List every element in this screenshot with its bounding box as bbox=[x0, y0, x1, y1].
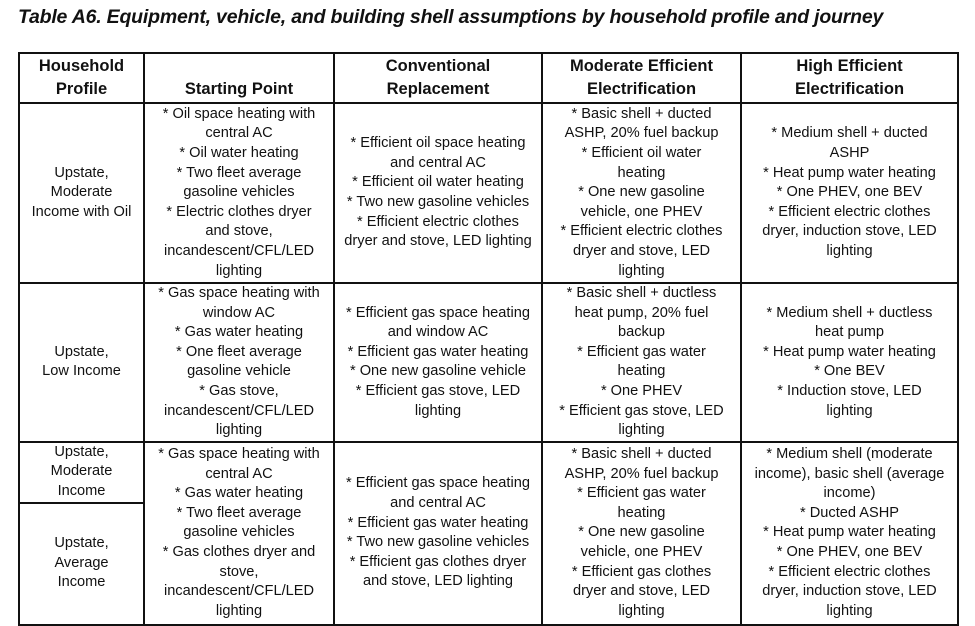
cell-line: income), basic shell (average bbox=[754, 465, 945, 482]
table-row bbox=[19, 442, 958, 503]
header-starting-point bbox=[144, 53, 334, 103]
cell-line: * One PHEV bbox=[600, 382, 683, 399]
cell-line: * Heat pump water heating bbox=[763, 164, 936, 181]
conventional-cell bbox=[334, 103, 542, 283]
table-row bbox=[19, 283, 958, 442]
cell-line: Income bbox=[57, 574, 106, 591]
cell-line: and central AC bbox=[390, 154, 486, 171]
moderate-cell bbox=[542, 283, 741, 442]
cell-line: Moderate bbox=[50, 463, 113, 480]
cell-line: heating bbox=[617, 164, 666, 181]
cell-line: lighting bbox=[826, 402, 873, 419]
cell-line: * Efficient gas clothes dryer bbox=[349, 553, 527, 570]
cell-line: lighting bbox=[215, 602, 263, 619]
header-high-efficient-electrification bbox=[741, 53, 958, 103]
profile-cell bbox=[19, 503, 144, 625]
cell-line: Household bbox=[38, 57, 125, 75]
conventional-cell bbox=[334, 442, 542, 625]
cell-line: Profile bbox=[55, 80, 108, 98]
cell-line: * Two fleet average bbox=[176, 164, 302, 181]
header-conventional-replacement bbox=[334, 53, 542, 103]
cell-line: lighting bbox=[618, 262, 665, 279]
cell-line: dryer, induction stove, LED bbox=[762, 223, 937, 240]
cell-line: incandescent/CFL/LED bbox=[163, 242, 315, 259]
profile-cell bbox=[19, 442, 144, 503]
cell-line: heating bbox=[617, 504, 666, 521]
cell-line: Low Income bbox=[42, 363, 121, 380]
cell-line: dryer, induction stove, LED bbox=[762, 583, 937, 600]
cell-line: * Efficient gas water bbox=[577, 485, 706, 502]
cell-line: * Gas space heating with bbox=[158, 445, 320, 462]
cell-line: * One fleet average bbox=[176, 343, 302, 360]
cell-line: vehicle, one PHEV bbox=[580, 203, 703, 220]
cell-line: * Efficient oil water heating bbox=[352, 174, 524, 191]
cell-line: * One new gasoline bbox=[578, 524, 705, 541]
cell-line: * Oil water heating bbox=[179, 145, 299, 162]
cell-line: Income bbox=[57, 482, 106, 499]
cell-line: backup bbox=[617, 324, 666, 341]
cell-line: * One PHEV, one BEV bbox=[776, 543, 923, 560]
cell-line: Average bbox=[54, 554, 109, 571]
cell-line: Upstate, bbox=[54, 164, 109, 181]
cell-line: lighting bbox=[414, 402, 462, 419]
cell-line: Starting Point bbox=[184, 80, 294, 98]
cell-line: Upstate, bbox=[54, 343, 109, 360]
cell-line: * Ducted ASHP bbox=[800, 504, 899, 521]
starting-point-cell bbox=[144, 103, 334, 283]
cell-line: * One new gasoline bbox=[578, 184, 705, 201]
cell-line: * Gas water heating bbox=[174, 324, 304, 341]
cell-line: lighting bbox=[215, 422, 263, 439]
conventional-cell bbox=[334, 283, 542, 442]
cell-line: Upstate, bbox=[54, 443, 109, 460]
cell-line: * Medium shell + ducted bbox=[771, 125, 928, 142]
header-row bbox=[19, 53, 958, 103]
cell-line: Replacement bbox=[386, 80, 490, 98]
cell-line: Conventional bbox=[385, 57, 491, 75]
cell-line: * Heat pump water heating bbox=[763, 524, 936, 541]
cell-line: incandescent/CFL/LED bbox=[163, 583, 315, 600]
cell-line: and central AC bbox=[390, 494, 486, 511]
cell-line: * Heat pump water heating bbox=[763, 343, 936, 360]
cell-line: Moderate bbox=[50, 184, 113, 201]
cell-line: * Two fleet average bbox=[176, 504, 302, 521]
cell-line: Upstate, bbox=[54, 535, 109, 552]
cell-line: * Basic shell + ducted bbox=[571, 445, 712, 462]
cell-line: * Efficient gas water heating bbox=[347, 343, 529, 360]
table-title: Table A6. Equipment, vehicle, and building shell assumptions by household profile and journey bbox=[18, 6, 884, 28]
moderate-cell bbox=[542, 442, 741, 625]
moderate-cell bbox=[542, 103, 741, 283]
high-cell bbox=[741, 283, 958, 442]
cell-line: and stove, LED lighting bbox=[362, 573, 514, 590]
cell-line: gasoline vehicles bbox=[183, 184, 295, 201]
cell-line: ASHP, 20% fuel backup bbox=[564, 125, 719, 142]
cell-line: Electrification bbox=[586, 80, 697, 98]
cell-line: * Medium shell + ductless bbox=[766, 304, 933, 321]
cell-line: heating bbox=[617, 363, 666, 380]
cell-line: * Gas stove, bbox=[199, 382, 279, 399]
cell-line: * Efficient gas stove, LED bbox=[559, 402, 724, 419]
cell-line: ASHP, 20% fuel backup bbox=[564, 465, 719, 482]
cell-line: lighting bbox=[826, 602, 873, 619]
cell-line: central AC bbox=[205, 465, 273, 482]
profile-cell bbox=[19, 283, 144, 442]
cell-line: gasoline vehicles bbox=[183, 524, 295, 541]
cell-line: * Induction stove, LED bbox=[777, 382, 922, 399]
cell-line: * Basic shell + ductless bbox=[566, 285, 717, 301]
cell-line: * Efficient gas clothes bbox=[571, 563, 712, 580]
cell-line: * One BEV bbox=[814, 363, 885, 380]
cell-line: * Basic shell + ducted bbox=[571, 105, 712, 122]
cell-line: * Efficient electric clothes bbox=[768, 563, 931, 580]
cell-line: dryer and stove, LED lighting bbox=[344, 233, 532, 250]
cell-line: income) bbox=[823, 485, 876, 502]
cell-line: * Efficient gas space heating bbox=[346, 475, 530, 492]
assumptions-table bbox=[18, 52, 959, 626]
cell-line: incandescent/CFL/LED bbox=[163, 402, 315, 419]
cell-line: dryer and stove, LED bbox=[572, 242, 711, 259]
high-cell bbox=[741, 442, 958, 625]
cell-line: lighting bbox=[215, 262, 263, 279]
cell-line: * Efficient electric clothes bbox=[768, 203, 931, 220]
cell-line: * Efficient electric clothes bbox=[357, 213, 519, 230]
cell-line: gasoline vehicle bbox=[187, 363, 291, 380]
high-cell bbox=[741, 103, 958, 283]
cell-line: Electrification bbox=[794, 80, 905, 98]
cell-line: and window AC bbox=[387, 324, 489, 341]
cell-line: ASHP bbox=[829, 145, 870, 162]
cell-line: * Gas clothes dryer and bbox=[162, 543, 316, 560]
cell-line: High Efficient bbox=[796, 57, 903, 75]
cell-line: Income with Oil bbox=[31, 203, 132, 220]
cell-line: heat pump bbox=[815, 324, 884, 341]
header-moderate-efficient-electrification bbox=[542, 53, 741, 103]
starting-point-cell bbox=[144, 442, 334, 625]
cell-line: * Gas space heating with bbox=[158, 285, 320, 301]
cell-line: and stove, bbox=[205, 223, 273, 240]
cell-line: window AC bbox=[202, 304, 276, 321]
cell-line: * Efficient gas space heating bbox=[346, 304, 530, 321]
cell-line: * Efficient gas stove, LED bbox=[355, 382, 521, 399]
cell-line: Moderate Efficient bbox=[569, 57, 714, 75]
cell-line: lighting bbox=[826, 242, 873, 259]
cell-line: central AC bbox=[205, 125, 273, 142]
cell-line: * Gas water heating bbox=[174, 485, 304, 502]
cell-line: * Efficient electric clothes bbox=[560, 223, 723, 240]
cell-line: dryer and stove, LED bbox=[572, 583, 711, 600]
cell-line: lighting bbox=[618, 422, 665, 439]
cell-line: heat pump, 20% fuel bbox=[574, 304, 709, 321]
cell-line: * Two new gasoline vehicles bbox=[346, 194, 530, 210]
cell-line: * Efficient gas water heating bbox=[347, 514, 529, 531]
cell-line: * Oil space heating with bbox=[162, 105, 316, 122]
profile-cell bbox=[19, 103, 144, 283]
cell-line: lighting bbox=[618, 602, 665, 619]
cell-line: * Efficient oil water bbox=[581, 145, 702, 162]
cell-line: * Efficient gas water bbox=[577, 343, 706, 360]
starting-point-cell bbox=[144, 283, 334, 442]
cell-line: * Two new gasoline vehicles bbox=[346, 534, 530, 551]
cell-line: * Electric clothes dryer bbox=[166, 203, 312, 220]
cell-line: vehicle, one PHEV bbox=[580, 543, 703, 560]
cell-line: * One PHEV, one BEV bbox=[776, 184, 923, 201]
table-row bbox=[19, 103, 958, 283]
cell-line: * One new gasoline vehicle bbox=[349, 363, 527, 380]
header-household-profile bbox=[19, 53, 144, 103]
cell-line: stove, bbox=[219, 563, 259, 580]
cell-line: * Efficient oil space heating bbox=[350, 135, 526, 152]
cell-line: * Medium shell (moderate bbox=[766, 445, 933, 462]
